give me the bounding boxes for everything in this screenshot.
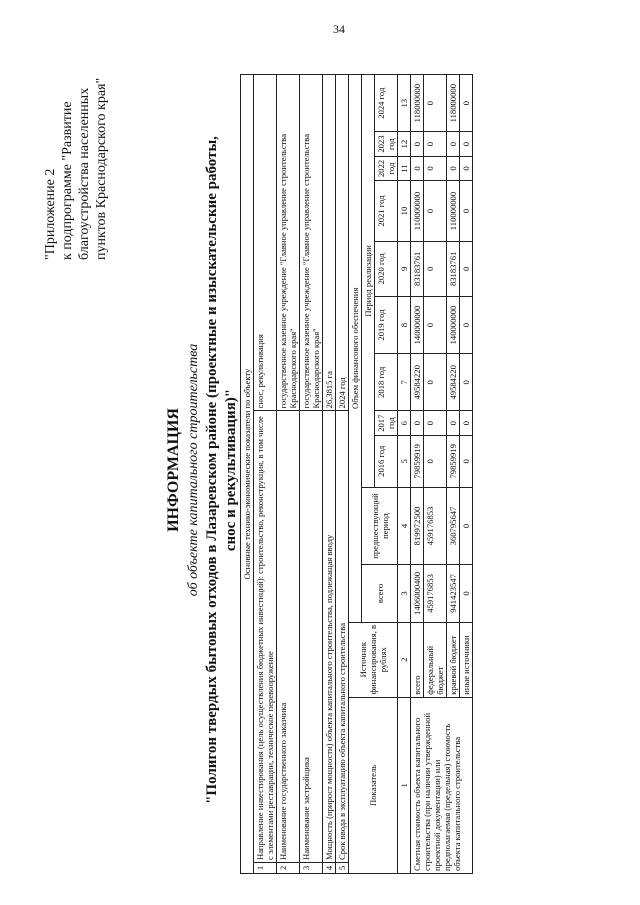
column-number: 10 (398, 181, 411, 242)
value-cell: 459176853 (424, 565, 447, 622)
year-header: 2018 год (375, 354, 398, 411)
value-cell: 459176853 (424, 487, 447, 565)
appendix-note (42, 60, 110, 260)
year-header: 2019 год (375, 296, 398, 353)
source-name: всего (411, 622, 424, 697)
value-cell: 0 (424, 296, 447, 353)
row-number: 4 (323, 862, 336, 873)
value-cell: 110000000 (447, 181, 460, 242)
object-name-line2: снос и рекультивация)" (223, 388, 239, 552)
column-number: 11 (398, 156, 411, 180)
value-cell: 0 (460, 156, 473, 180)
source-name: федеральный бюджет (424, 622, 447, 697)
section-header-row (241, 75, 254, 874)
appendix-line: "Приложение 2 (43, 168, 58, 260)
value-cell: 0 (460, 487, 473, 565)
section-header: Основные технико-экономические показатели по объекту (241, 75, 254, 874)
row-label: Срок ввода в эксплуатацию объекта капитального строительства (336, 411, 349, 863)
year-header: 2017 год (375, 411, 398, 435)
info-row (277, 75, 300, 874)
value-cell: 0 (411, 156, 424, 180)
column-number: 8 (398, 296, 411, 353)
info-row (254, 75, 277, 874)
value-cell: 941423547 (447, 565, 460, 622)
row-value: 2024 год (336, 75, 349, 411)
landscape-page (34, 60, 614, 880)
value-cell: 0 (424, 181, 447, 242)
column-number: 6 (398, 411, 411, 435)
value-cell: 0 (424, 241, 447, 296)
column-number: 4 (398, 487, 411, 565)
value-cell: 79859919 (447, 435, 460, 487)
document-title: ИНФОРМАЦИЯ (165, 408, 182, 532)
source-header: Источник финансирования, в рублях (349, 622, 398, 697)
value-cell: 49584220 (411, 354, 424, 411)
value-cell: 140000000 (411, 296, 424, 353)
volume-header: Объем финансового обеспечения (349, 75, 362, 623)
value-cell: 83183761 (411, 241, 424, 296)
row-label: Наименование государственного заказчика (277, 411, 300, 863)
value-cell: 140000000 (447, 296, 460, 353)
appendix-line: благоустройства населенных (77, 87, 92, 260)
value-cell: 118000000 (447, 75, 460, 132)
info-row (323, 75, 336, 874)
year-header: 2021 год (375, 181, 398, 242)
value-cell: 118000000 (411, 75, 424, 132)
column-number: 1 (398, 697, 411, 873)
column-number: 7 (398, 354, 411, 411)
value-cell: 0 (424, 75, 447, 132)
year-header: 2016 год (375, 435, 398, 487)
value-cell: 0 (460, 75, 473, 132)
value-cell: 0 (460, 181, 473, 242)
year-header: 2020 год (375, 241, 398, 296)
value-cell: 0 (411, 132, 424, 156)
row-label: Мощность (прирост мощности) объекта капитального строительства, подлежащая вводу (323, 411, 336, 863)
value-cell: 0 (447, 156, 460, 180)
row-number: 2 (277, 862, 300, 873)
value-cell: 83183761 (447, 241, 460, 296)
value-cell: 49584220 (447, 354, 460, 411)
source-name: краевой бюджет (447, 622, 460, 697)
row-number: 3 (300, 862, 323, 873)
column-number: 9 (398, 241, 411, 296)
row-number: 5 (336, 862, 349, 873)
finance-header-row (349, 75, 362, 874)
value-cell: 0 (424, 411, 447, 435)
info-row (336, 75, 349, 874)
value-cell: 79859919 (411, 435, 424, 487)
finance-row (411, 75, 424, 874)
value-cell: 0 (460, 565, 473, 622)
row-value: снос, рекультивация (254, 75, 277, 411)
value-cell: 0 (424, 435, 447, 487)
info-table (240, 74, 473, 874)
indicator-text: Сметная стоимость объекта капитального строительства (при наличии утвержденной проектной документации) или предполагаемая (предельная) стоимость объекта капитального строительства (411, 697, 473, 873)
value-cell: 0 (460, 435, 473, 487)
row-value: государственное казенное учреждение "Главное управление строительства Краснодарского края" (300, 75, 323, 411)
column-number: 5 (398, 435, 411, 487)
source-name: иные источники (460, 622, 473, 697)
value-cell: 0 (424, 132, 447, 156)
value-cell: 0 (424, 156, 447, 180)
value-cell: 0 (424, 354, 447, 411)
value-cell: 360795647 (447, 487, 460, 565)
row-value: государственное казенное учреждение "Главное управление строительства Краснодарского края" (277, 75, 300, 411)
value-cell: 0 (460, 241, 473, 296)
value-cell: 819972500 (411, 487, 424, 565)
row-value: 26,3815 га (323, 75, 336, 411)
value-cell: 0 (460, 354, 473, 411)
page-number: 34 (333, 22, 345, 36)
value-cell: 0 (460, 411, 473, 435)
year-header: 2022 год (375, 156, 398, 180)
row-label: Наименование застройщика (300, 411, 323, 863)
total-header: всего (362, 565, 398, 622)
column-numbers-row (398, 75, 411, 874)
column-number: 3 (398, 565, 411, 622)
value-cell: 1406000400 (411, 565, 424, 622)
column-number: 12 (398, 132, 411, 156)
value-cell: 0 (447, 411, 460, 435)
appendix-line: к подпрограмме "Развитие (60, 101, 75, 260)
value-cell: 0 (460, 296, 473, 353)
object-name-line1: "Полигон твердых бытовых отходов в Лазаревском районе (проектные и изыскательские работы, (204, 136, 220, 804)
document-subtitle: об объекте капитального строительства (186, 343, 201, 597)
column-number: 2 (398, 622, 411, 697)
value-cell: 110000000 (411, 181, 424, 242)
year-header: 2023 год (375, 132, 398, 156)
column-number: 13 (398, 75, 411, 132)
row-number: 1 (254, 862, 277, 873)
appendix-line: пунктов Краснодарского края" (94, 77, 109, 260)
value-cell: 0 (447, 132, 460, 156)
value-cell: 0 (460, 132, 473, 156)
info-row (300, 75, 323, 874)
row-label: Направление инвестирования (цель осуществления бюджетных инвестиций): строительство, реконструкция, в том числе с элементами реставрации, техническое перевооружение (254, 411, 277, 863)
period-header: Период реализации (362, 75, 375, 488)
year-header: 2024 год (375, 75, 398, 132)
indicator-header: Показатель (349, 697, 398, 873)
value-cell: 0 (411, 411, 424, 435)
prev-period-header: предшествующий период (362, 487, 398, 565)
